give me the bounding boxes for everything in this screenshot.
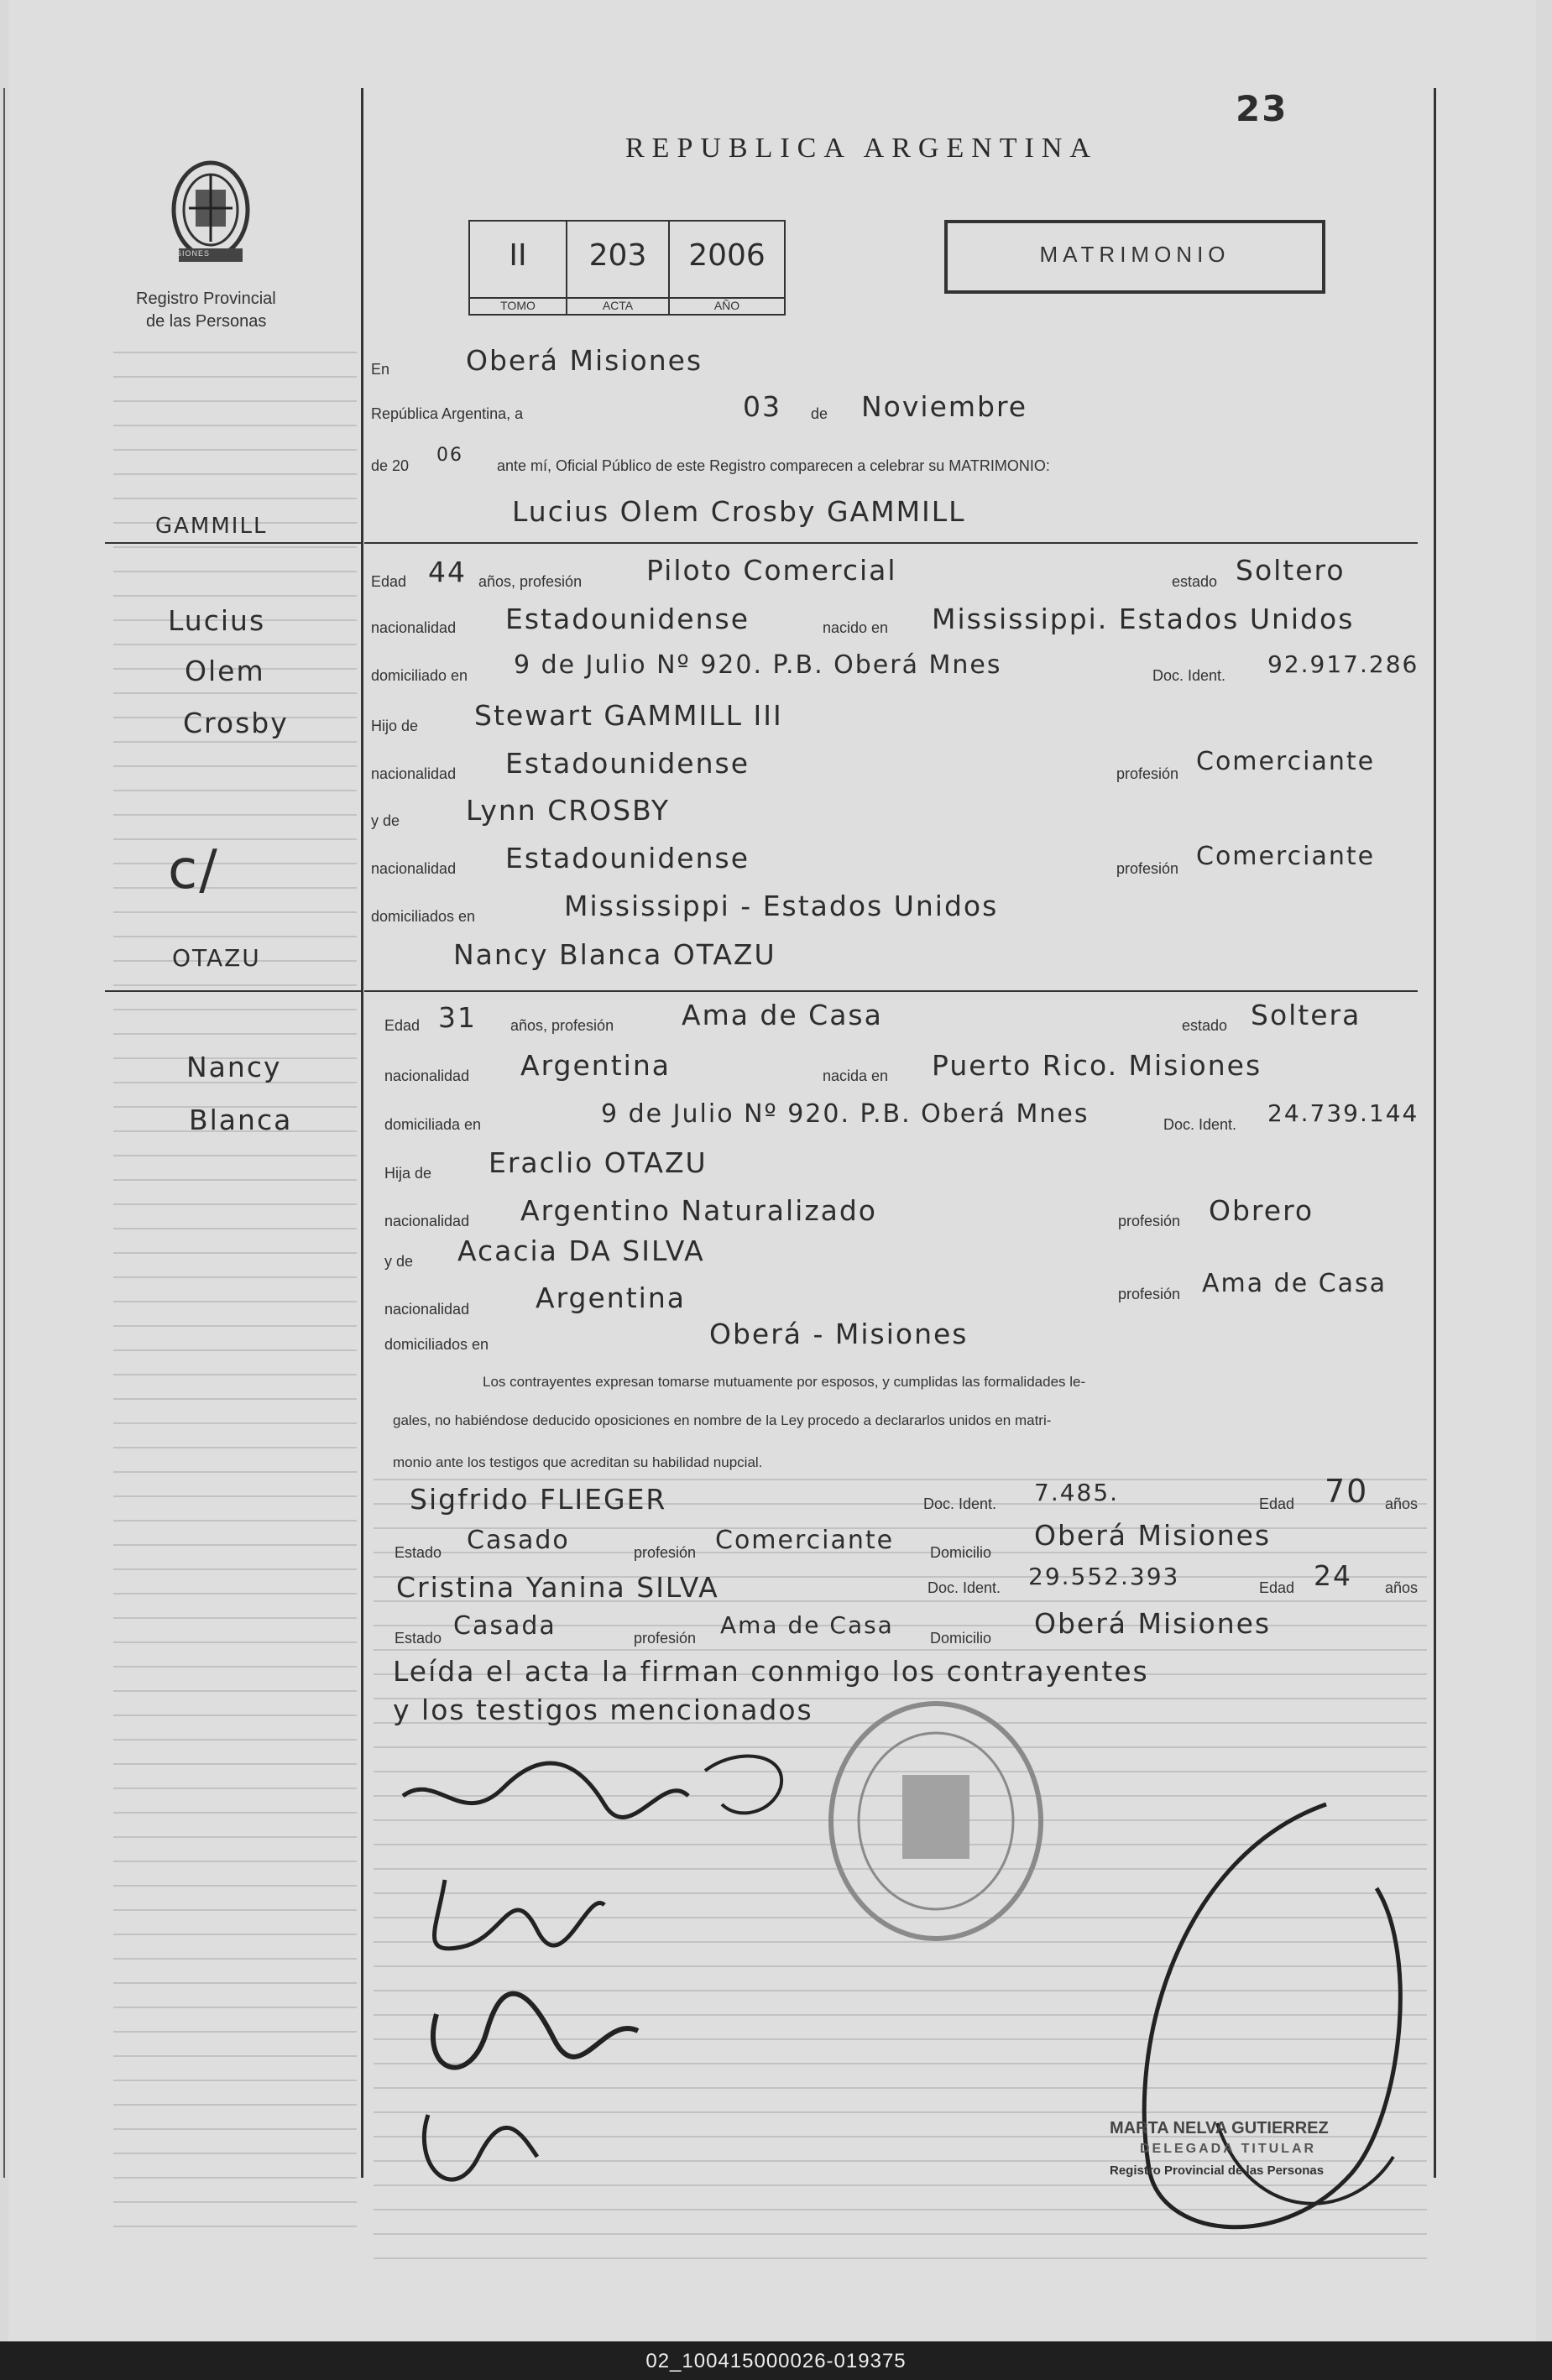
witness1-anos-label: años [1385,1495,1419,1512]
groom-father: Stewart GAMMILL III [474,699,783,732]
official-name: MARTA NELVA GUTIERREZ [1110,2119,1329,2137]
bride-mother-nac-label: nacionalidad [384,1301,470,1318]
witness1-estado: Casado [467,1526,570,1555]
record-type-box [944,220,1325,294]
witness1-domicilio-label: Domicilio [930,1544,992,1561]
margin-groom-name-1: Lucius [168,604,266,637]
bride-father-nac-label: nacionalidad [384,1213,470,1229]
witness2-estado-label: Estado [395,1630,442,1647]
margin-groom-divider [105,542,361,544]
witness2-edad: 24 [1314,1559,1352,1592]
groom-full-name: Lucius Olem Crosby GAMMILL [512,495,966,528]
margin-groom-name-3: Crosby [183,707,289,739]
margin-bride-divider [105,990,361,992]
groom-mother-prof-label: profesión [1116,860,1179,877]
bride-edad-label: Edad [384,1017,421,1034]
bride-nacionalidad: Argentina [520,1049,671,1082]
witness2-profesion: Ama de Casa [720,1611,894,1639]
bride-nacida-label: nacida en [823,1067,889,1084]
official-title: DELEGADA TITULAR [1140,2142,1317,2156]
witness2-doc-label: Doc. Ident. [928,1579,1001,1596]
year-prefix: de 20 [371,457,410,474]
registry-line-2: de las Personas [146,312,267,331]
witness1-estado-label: Estado [395,1544,442,1561]
footer-bar [0,2341,1552,2380]
witness1-edad: 70 [1325,1473,1369,1510]
witness2-anos-label: años [1385,1579,1419,1596]
groom-nacido-en: Mississippi. Estados Unidos [932,603,1355,635]
country-heading: REPUBLICA ARGENTINA [625,133,1098,164]
groom-nacido-label: nacido en [823,619,889,636]
tomo-label: TOMO [470,297,566,312]
bride-dom-label: domiciliada en [384,1116,482,1133]
bride-edad: 31 [438,1001,477,1034]
seal-text: MISIONES [166,249,211,258]
bride-parents-dom-label: domiciliados en [384,1336,489,1353]
bride-mother-nac: Argentina [536,1281,686,1314]
place-value: Oberá Misiones [466,344,703,377]
margin-connector: c/ [168,839,219,901]
witness2-profesion-label: profesión [634,1630,697,1647]
bride-estado: Soltera [1251,999,1361,1031]
record-number-box [468,220,786,316]
groom-father-nac-label: nacionalidad [371,765,457,782]
margin-groom-name-2: Olem [185,655,265,687]
bride-doc-label: Doc. Ident. [1163,1116,1237,1133]
record-type: MATRIMONIO [1039,242,1231,267]
witness1-edad-label: Edad [1259,1495,1295,1512]
groom-mother: Lynn CROSBY [466,794,671,827]
groom-father-prof: Comerciante [1196,747,1376,776]
closing-line-1: Leída el acta la firman conmigo los contrayentes [393,1655,1149,1688]
margin-bride-name-1: Nancy [186,1051,282,1083]
republica-label: República Argentina, a [371,405,524,422]
bride-nac-label: nacionalidad [384,1067,470,1084]
bride-hija-label: Hija de [384,1165,432,1182]
tomo-value: II [509,238,527,273]
groom-hijo-label: Hijo de [371,718,419,734]
witness2-domicilio-label: Domicilio [930,1630,992,1647]
declaration-line-3: monio ante los testigos que acreditan su habilidad nupcial. [393,1454,763,1470]
bride-yde-label: y de [384,1253,414,1270]
bride-domicilio: 9 de Julio Nº 920. P.B. Oberá Mnes [601,1099,1090,1129]
groom-doc-label: Doc. Ident. [1152,667,1226,684]
groom-nac-label: nacionalidad [371,619,457,636]
page-number: 23 [1236,88,1288,129]
margin-groom-surname: GAMMILL [155,514,268,539]
acta-value: 203 [588,238,647,273]
groom-profesion-label: años, profesión [478,573,583,590]
groom-edad-label: Edad [371,573,407,590]
bride-profesion-label: años, profesión [510,1017,614,1034]
round-seal-stamp [823,1695,1049,1947]
bride-mother-prof-label: profesión [1118,1286,1181,1302]
groom-doc: 92.917.286 [1267,650,1419,678]
bride-mother: Acacia DA SILVA [457,1234,705,1267]
witness2-doc: 29.552.393 [1028,1563,1180,1590]
footer-id: 02_100415000026-019375 [645,2350,907,2372]
left-border [3,88,5,2178]
groom-father-prof-label: profesión [1116,765,1179,782]
bride-doc: 24.739.144 [1267,1099,1419,1127]
ano-value: 2006 [688,238,766,273]
groom-dom-label: domiciliado en [371,667,468,684]
witness1-doc: 7.485. [1034,1479,1120,1506]
official-signature [1116,1788,1435,2257]
bride-estado-label: estado [1182,1017,1228,1034]
groom-mother-nac-label: nacionalidad [371,860,457,877]
groom-yde-label: y de [371,812,400,829]
bride-mother-prof: Ama de Casa [1202,1269,1387,1298]
groom-mother-nac: Estadounidense [505,842,750,874]
witness2-name: Cristina Yanina SILVA [396,1571,719,1604]
month-value: Noviembre [861,390,1028,423]
groom-estado-label: estado [1172,573,1218,590]
witness1-domicilio: Oberá Misiones [1034,1519,1272,1552]
groom-parents-dom: Mississippi - Estados Unidos [564,890,999,922]
ante-text: ante mí, Oficial Público de este Registro comparecen a celebrar su MATRIMONIO: [497,457,1050,474]
witness2-domicilio: Oberá Misiones [1034,1607,1272,1640]
ano-label: AÑO [670,297,784,312]
bride-nacida-en: Puerto Rico. Misiones [932,1049,1262,1082]
witness1-profesion: Comerciante [715,1526,895,1555]
year-suffix: 06 [436,445,463,466]
witness1-profesion-label: profesión [634,1544,697,1561]
de-label: de [811,405,828,422]
groom-father-nac: Estadounidense [505,747,750,780]
margin-bride-name-2: Blanca [189,1104,293,1136]
bride-parents-dom: Oberá - Misiones [709,1318,969,1350]
closing-line-2: y los testigos mencionados [393,1694,813,1726]
groom-mother-prof: Comerciante [1196,842,1376,871]
declaration-line-2: gales, no habiéndose deducido oposiciones en nombre de la Ley procedo a declararlos unidos en matri- [393,1412,1052,1428]
acta-label: ACTA [567,297,668,312]
witness1-doc-label: Doc. Ident. [923,1495,997,1512]
registry-line-1: Registro Provincial [136,290,276,308]
bride-father-prof: Obrero [1209,1194,1314,1227]
bride-divider [364,990,1418,992]
groom-estado: Soltero [1236,554,1346,587]
witness1-name: Sigfrido FLIEGER [410,1483,667,1516]
bride-father: Eraclio OTAZU [489,1146,708,1179]
margin-divider [361,88,363,2178]
signatures [386,1737,856,2241]
groom-nacionalidad: Estadounidense [505,603,750,635]
declaration-line-1: Los contrayentes expresan tomarse mutuamente por esposos, y cumplidas las formalidades le- [483,1374,1086,1390]
groom-domicilio: 9 de Julio Nº 920. P.B. Oberá Mnes [514,650,1002,680]
official-office: Registro Provincial de las Personas [1110,2163,1325,2178]
groom-profesion: Piloto Comercial [646,554,897,587]
groom-edad: 44 [428,556,467,588]
bride-father-nac: Argentino Naturalizado [520,1194,877,1227]
bride-father-prof-label: profesión [1118,1213,1181,1229]
bride-full-name: Nancy Blanca OTAZU [453,938,776,971]
en-label: En [371,361,390,378]
bride-profesion: Ama de Casa [682,999,883,1031]
groom-parents-dom-label: domiciliados en [371,908,476,925]
witness2-edad-label: Edad [1259,1579,1295,1596]
margin-bride-surname: OTAZU [172,944,261,972]
witness2-estado: Casada [453,1611,557,1641]
day-value: 03 [743,390,781,423]
groom-divider [364,542,1418,544]
